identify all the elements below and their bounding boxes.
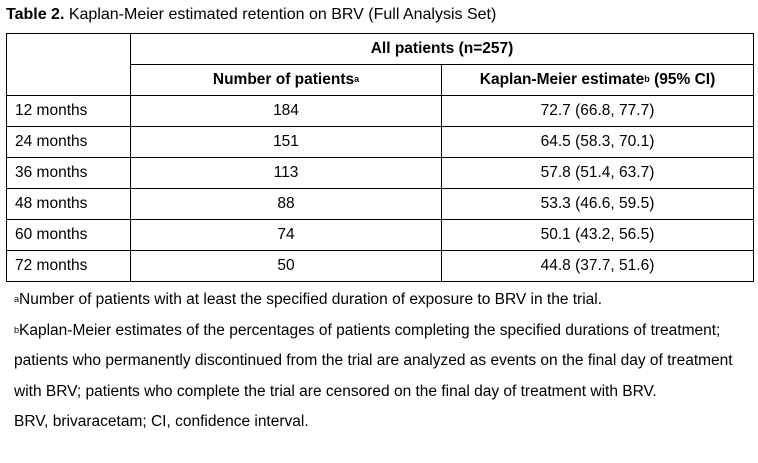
estimate-cell: 64.5 (58.3, 70.1) (442, 127, 754, 158)
abbreviations-note: BRV, brivaracetam; CI, confidence interval. (14, 413, 309, 430)
corner-cell (7, 34, 131, 96)
patients-cell: 151 (131, 127, 442, 158)
table-row (7, 220, 754, 251)
table-number: Table 2. (6, 6, 65, 23)
row-label: 36 months (7, 158, 131, 189)
col-header-patients (131, 65, 442, 96)
table-row (7, 127, 754, 158)
retention-table (6, 33, 754, 282)
table-title (6, 5, 496, 25)
estimate-cell: 57.8 (51.4, 63.7) (442, 158, 754, 189)
table-row (7, 96, 754, 127)
estimate-cell: 72.7 (66.8, 77.7) (442, 96, 754, 127)
row-label: 60 months (7, 220, 131, 251)
patients-cell: 50 (131, 251, 442, 282)
table-row (7, 189, 754, 220)
footnote-b (14, 316, 754, 408)
estimate-cell: 53.3 (46.6, 59.5) (442, 189, 754, 220)
col-header-km (442, 65, 754, 96)
row-label: 12 months (7, 96, 131, 127)
col-header-km-suffix: (95% CI) (649, 71, 716, 88)
table-row (7, 251, 754, 282)
estimate-cell: 50.1 (43.2, 56.5) (442, 220, 754, 251)
footnote-a (14, 285, 754, 316)
col-header-km-text: Kaplan-Meier estimate (479, 71, 645, 88)
patients-cell: 88 (131, 189, 442, 220)
group-header: All patients (n=257) (131, 34, 754, 65)
footnote-a-marker: a (14, 294, 20, 304)
footnote-b-marker: b (14, 324, 20, 335)
footnote-marker-a: a (354, 74, 360, 84)
header-row-group (7, 34, 754, 65)
footnote-b-text: Kaplan-Meier estimates of the percentages of patients completing the specified durations of treatment; patients who permanently discontinued from the trial are analyzed as events on the final day of treatment with BRV; patients who complete the trial are censored on the final day of treatment with BRV. (14, 321, 733, 400)
table-row (7, 158, 754, 189)
row-label: 72 months (7, 251, 131, 282)
table-body (7, 96, 754, 282)
row-label: 48 months (7, 189, 131, 220)
patients-cell: 184 (131, 96, 442, 127)
footnotes (14, 285, 754, 438)
patients-cell: 74 (131, 220, 442, 251)
footnote-marker-b: b (644, 74, 650, 84)
patients-cell: 113 (131, 158, 442, 189)
row-label: 24 months (7, 127, 131, 158)
footnote-a-text: Number of patients with at least the specified duration of exposure to BRV in the trial. (19, 291, 603, 308)
table-caption: Kaplan-Meier estimated retention on BRV (Full Analysis Set) (68, 6, 497, 23)
estimate-cell: 44.8 (37.7, 51.6) (442, 251, 754, 282)
col-header-patients-text: Number of patients (212, 71, 355, 88)
